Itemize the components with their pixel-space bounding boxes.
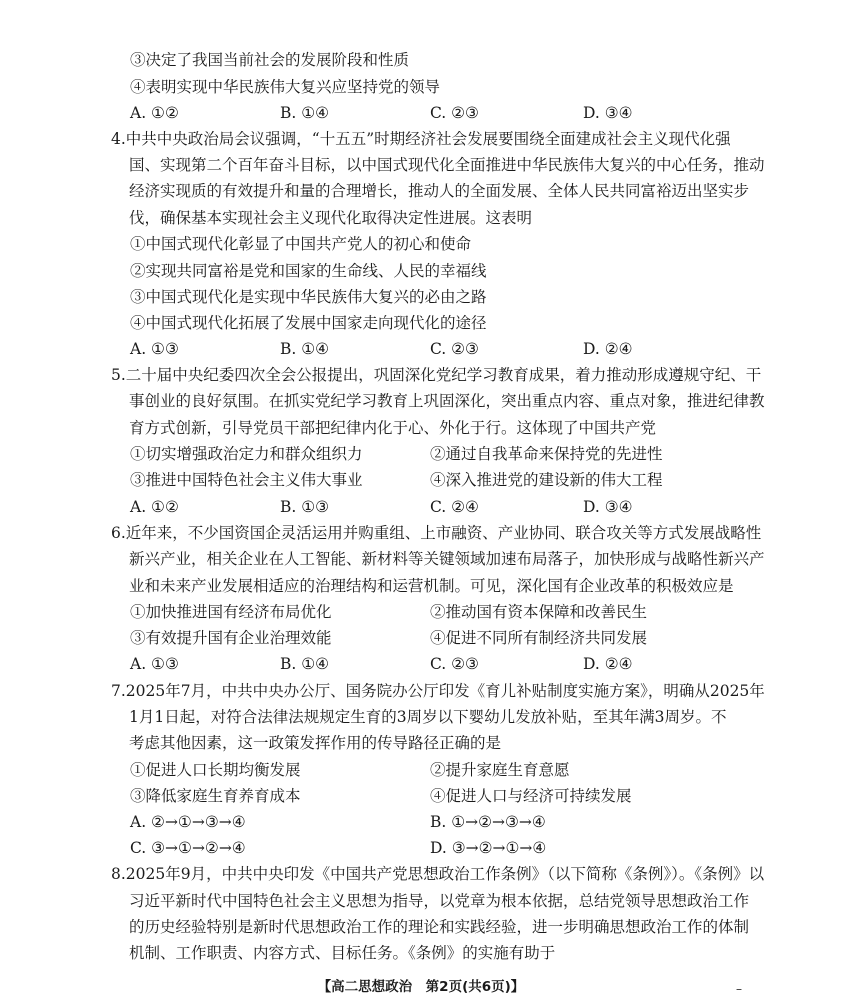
q6-item-3: ③有效提升国有企业治理效能 — [130, 629, 332, 647]
q4-option-c: C. ②③ — [430, 340, 479, 358]
q4-option-b: B. ①④ — [280, 340, 330, 358]
q3-option-a: A. ①② — [130, 104, 179, 122]
q5-item-1: ①切实增强政治定力和群众组织力 — [130, 445, 363, 463]
q4-stem-line: 经济实现质的有效提升和量的合理增长，推动人的全面发展、全体人民共同富裕迈出坚实步 — [129, 182, 750, 200]
q4-item-3: ③中国式现代化是实现中华民族伟大复兴的必由之路 — [130, 288, 487, 306]
q7-option-d: D. ③→②→①→④ — [430, 839, 547, 857]
q6-option-d: D. ②④ — [583, 655, 633, 673]
page-footer: 【高二思想政治 第2页(共6页)】 — [317, 979, 525, 995]
q7-stem-line: 考虑其他因素，这一政策发挥作用的传导路径正确的是 — [129, 734, 502, 752]
q5-option-a: A. ①② — [130, 498, 179, 516]
q7-stem-line: 1月1日起，对符合法律法规规定生育的3周岁以下婴幼儿发放补贴，至其年满3周岁。不 — [129, 708, 727, 726]
q3-option-c: C. ②③ — [430, 104, 479, 122]
q3-option-b: B. ①④ — [280, 104, 330, 122]
q6-option-b: B. ①④ — [280, 655, 330, 673]
q4-option-a: A. ①③ — [130, 340, 179, 358]
footer-mark: – — [736, 982, 742, 996]
q6-option-a: A. ①③ — [130, 655, 179, 673]
q7-item-3: ③降低家庭生育养育成本 — [130, 787, 301, 805]
q5-option-b: B. ①③ — [280, 498, 330, 516]
q7-item-1: ①促进人口长期均衡发展 — [130, 761, 301, 779]
q4-stem-line: 伐，确保基本实现社会主义现代化取得决定性进展。这表明 — [129, 209, 533, 227]
q7-stem-line: 7.2025年7月，中共中央办公厅、国务院办公厅印发《育儿补贴制度实施方案》，明确从2025年 — [111, 682, 765, 700]
q6-stem-line: 6.近年来，不少国资国企灵活运用并购重组、上市融资、产业协同、联合攻关等方式发展战略性 — [111, 524, 762, 542]
q6-item-1: ①加快推进国有经济布局优化 — [130, 603, 332, 621]
q8-stem-line: 8.2025年9月，中共中央印发《中国共产党思想政治工作条例》（以下简称《条例》）。《条例》以 — [111, 865, 765, 883]
q8-stem-line: 机制、工作职责、内容方式、目标任务。《条例》的实施有助于 — [129, 944, 556, 962]
q5-option-c: C. ②④ — [430, 498, 479, 516]
q5-item-3: ③推进中国特色社会主义伟大事业 — [130, 471, 363, 489]
q4-item-2: ②实现共同富裕是党和国家的生命线、人民的幸福线 — [130, 262, 487, 280]
q6-item-4: ④促进不同所有制经济共同发展 — [430, 629, 648, 647]
q3-item-4: ④表明实现中华民族伟大复兴应坚持党的领导 — [130, 78, 441, 96]
q8-stem-line: 习近平新时代中国特色社会主义思想为指导，以党章为根本依据，总结党领导思想政治工作 — [129, 892, 750, 910]
q7-item-4: ④促进人口与经济可持续发展 — [430, 787, 632, 805]
q4-option-d: D. ②④ — [583, 340, 633, 358]
q6-option-c: C. ②③ — [430, 655, 479, 673]
q3-option-d: D. ③④ — [583, 104, 633, 122]
q5-option-d: D. ③④ — [583, 498, 633, 516]
q6-item-2: ②推动国有资本保障和改善民生 — [430, 603, 648, 621]
q5-item-4: ④深入推进党的建设新的伟大工程 — [430, 471, 663, 489]
q5-stem-line: 事创业的良好氛围。在抓实党纪学习教育上巩固深化，突出重点内容、重点对象，推进纪律教 — [129, 392, 765, 410]
q5-item-2: ②通过自我革命来保持党的先进性 — [430, 445, 663, 463]
q4-stem-line: 4.中共中央政治局会议强调，“十五五”时期经济社会发展要围绕全面建成社会主义现代化强 — [111, 130, 731, 148]
q4-item-1: ①中国式现代化彰显了中国共产党人的初心和使命 — [130, 235, 472, 253]
q6-stem-line: 业和未来产业发展相适应的治理结构和运营机制。可见，深化国有企业改革的积极效应是 — [129, 577, 734, 595]
q5-stem-line: 5.二十届中央纪委四次全会公报提出，巩固深化党纪学习教育成果，着力推动形成遵规守纪、干 — [111, 366, 762, 384]
q7-option-b: B. ①→②→③→④ — [430, 813, 546, 831]
q8-stem-line: 的历史经验特别是新时代思想政治工作的理论和实践经验，进一步明确思想政治工作的体制 — [129, 918, 750, 936]
q7-option-c: C. ③→①→②→④ — [130, 839, 246, 857]
q5-stem-line: 育方式创新，引导党员干部把纪律内化于心、外化于行。这体现了中国共产党 — [129, 419, 657, 437]
q6-stem-line: 新兴产业，相关企业在人工智能、新材料等关键领域加速布局落子，加快形成与战略性新兴产 — [129, 550, 765, 568]
q7-option-a: A. ②→①→③→④ — [130, 813, 246, 831]
q7-item-2: ②提升家庭生育意愿 — [430, 761, 570, 779]
q4-stem-line: 国、实现第二个百年奋斗目标，以中国式现代化全面推进中华民族伟大复兴的中心任务，推动 — [129, 156, 765, 174]
q4-item-4: ④中国式现代化拓展了发展中国家走向现代化的途径 — [130, 314, 487, 332]
q3-item-3: ③决定了我国当前社会的发展阶段和性质 — [130, 51, 410, 69]
